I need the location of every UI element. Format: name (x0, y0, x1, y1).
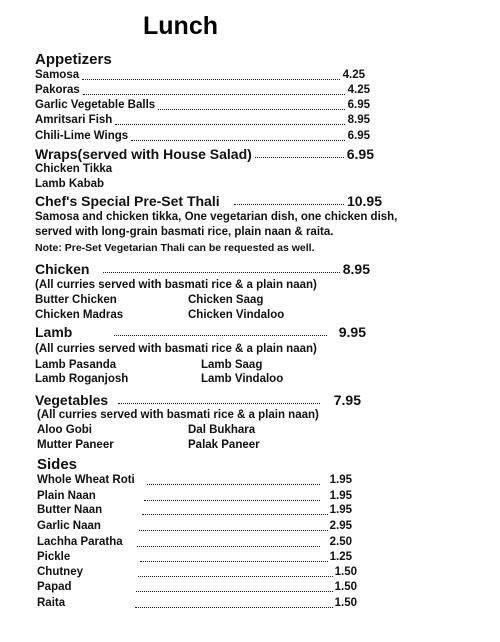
item-price: 1.50 (334, 597, 357, 609)
item-name: Garlic Naan (37, 520, 101, 532)
dot-leader (234, 203, 344, 205)
item-price: 1.50 (334, 581, 357, 593)
sides-heading: Sides (37, 456, 78, 473)
wrap-item: Chicken Tikka (35, 163, 113, 175)
item-price: 1.25 (329, 551, 352, 563)
menu-item (35, 85, 370, 97)
chicken-item: Chicken Vindaloo (188, 309, 285, 321)
vegetables-price: 7.95 (333, 392, 361, 408)
lamb-item: Lamb Vindaloo (201, 373, 284, 385)
dot-leader (135, 606, 332, 608)
vegetable-item: Aloo Gobi (37, 424, 92, 436)
dot-leader (138, 575, 333, 577)
dot-leader (136, 590, 333, 592)
lamb-item: Lamb Pasanda (35, 359, 117, 371)
vegetables-heading: Vegetables (35, 392, 109, 408)
item-name: Pakoras (35, 84, 80, 96)
lamb-heading: Lamb (35, 324, 73, 340)
dot-leader (255, 156, 344, 158)
item-price: 1.50 (334, 566, 357, 578)
item-name: Garlic Vegetable Balls (35, 99, 156, 111)
chicken-description: (All curries served with basmati rice & a plain naan) (35, 279, 317, 291)
dot-leader (158, 108, 344, 110)
item-price: 2.95 (329, 520, 352, 532)
dot-leader (139, 529, 328, 531)
thali-note: Note: Pre-Set Vegetarian Thali can be requested as well. (35, 242, 315, 254)
lamb-price: 9.95 (338, 324, 366, 340)
side-item (37, 475, 352, 487)
side-item (37, 491, 352, 503)
vegetable-item: Dal Bukhara (188, 424, 256, 436)
item-price: 1.95 (329, 490, 352, 502)
chicken-item: Chicken Madras (35, 309, 124, 321)
item-name: Samosa (35, 69, 80, 81)
wraps-heading-row (35, 147, 374, 161)
side-item (37, 567, 357, 579)
dot-leader (142, 513, 327, 515)
item-name: Whole Wheat Roti (37, 474, 135, 486)
chicken-price: 8.95 (342, 261, 370, 277)
vegetables-heading-row (35, 393, 361, 407)
item-name: Butter Naan (37, 504, 103, 516)
wraps-price: 6.95 (346, 146, 374, 162)
vegetable-item: Palak Paneer (188, 439, 260, 451)
thali-heading-row (35, 194, 382, 208)
dot-leader (114, 334, 326, 336)
vegetable-item: Mutter Paneer (37, 439, 114, 451)
side-item (37, 537, 352, 549)
dot-leader (137, 545, 320, 547)
lamb-item: Lamb Saag (201, 359, 263, 371)
thali-description: Samosa and chicken tikka, One vegetarian dish, one chicken dish, (35, 211, 398, 223)
item-name: Plain Naan (37, 490, 96, 502)
appetizers-heading: Appetizers (35, 51, 112, 68)
lamb-heading-row (35, 325, 366, 339)
dot-leader (131, 139, 344, 141)
item-price: 1.95 (329, 474, 352, 486)
item-price: 4.25 (347, 84, 370, 96)
item-price: 4.25 (342, 69, 365, 81)
side-item (37, 505, 352, 517)
thali-heading: Chef's Special Pre-Set Thali (35, 193, 220, 209)
lamb-item: Lamb Roganjosh (35, 373, 129, 385)
menu-item (35, 131, 370, 143)
thali-price: 10.95 (346, 193, 382, 209)
side-item (37, 598, 357, 610)
thali-description: served with long-grain basmati rice, plain naan & raita. (35, 226, 334, 238)
item-name: Lachha Paratha (37, 536, 123, 548)
chicken-item: Butter Chicken (35, 294, 117, 306)
item-name: Papad (37, 581, 72, 593)
item-name: Chutney (37, 566, 83, 578)
dot-leader (82, 78, 340, 80)
lamb-description: (All curries served with basmati rice & a plain naan) (35, 343, 317, 355)
dot-leader (144, 499, 320, 501)
dot-leader (118, 402, 320, 404)
menu-item (35, 115, 370, 127)
dot-leader (103, 271, 339, 273)
menu-title: Lunch (143, 12, 218, 40)
side-item (37, 552, 352, 564)
chicken-item: Chicken Saag (188, 294, 264, 306)
item-price: 8.95 (347, 114, 370, 126)
item-name: Amritsari Fish (35, 114, 113, 126)
side-item (37, 582, 357, 594)
menu-item (35, 70, 365, 82)
dot-leader (83, 93, 345, 95)
chicken-heading-row (35, 262, 370, 276)
item-price: 6.95 (347, 99, 370, 111)
item-price: 6.95 (347, 130, 370, 142)
wrap-item: Lamb Kabab (35, 178, 105, 190)
vegetables-description: (All curries served with basmati rice & a plain naan) (37, 409, 319, 421)
chicken-heading: Chicken (35, 261, 90, 277)
side-item (37, 521, 352, 533)
dot-leader (147, 483, 320, 485)
wraps-heading: Wraps(served with House Salad) (35, 146, 252, 162)
item-name: Pickle (37, 551, 71, 563)
item-name: Chili-Lime Wings (35, 130, 129, 142)
menu-item (35, 100, 370, 112)
dot-leader (140, 560, 327, 562)
item-price: 1.95 (329, 504, 352, 516)
dot-leader (115, 123, 344, 125)
item-name: Raita (37, 597, 66, 609)
item-price: 2.50 (329, 536, 352, 548)
